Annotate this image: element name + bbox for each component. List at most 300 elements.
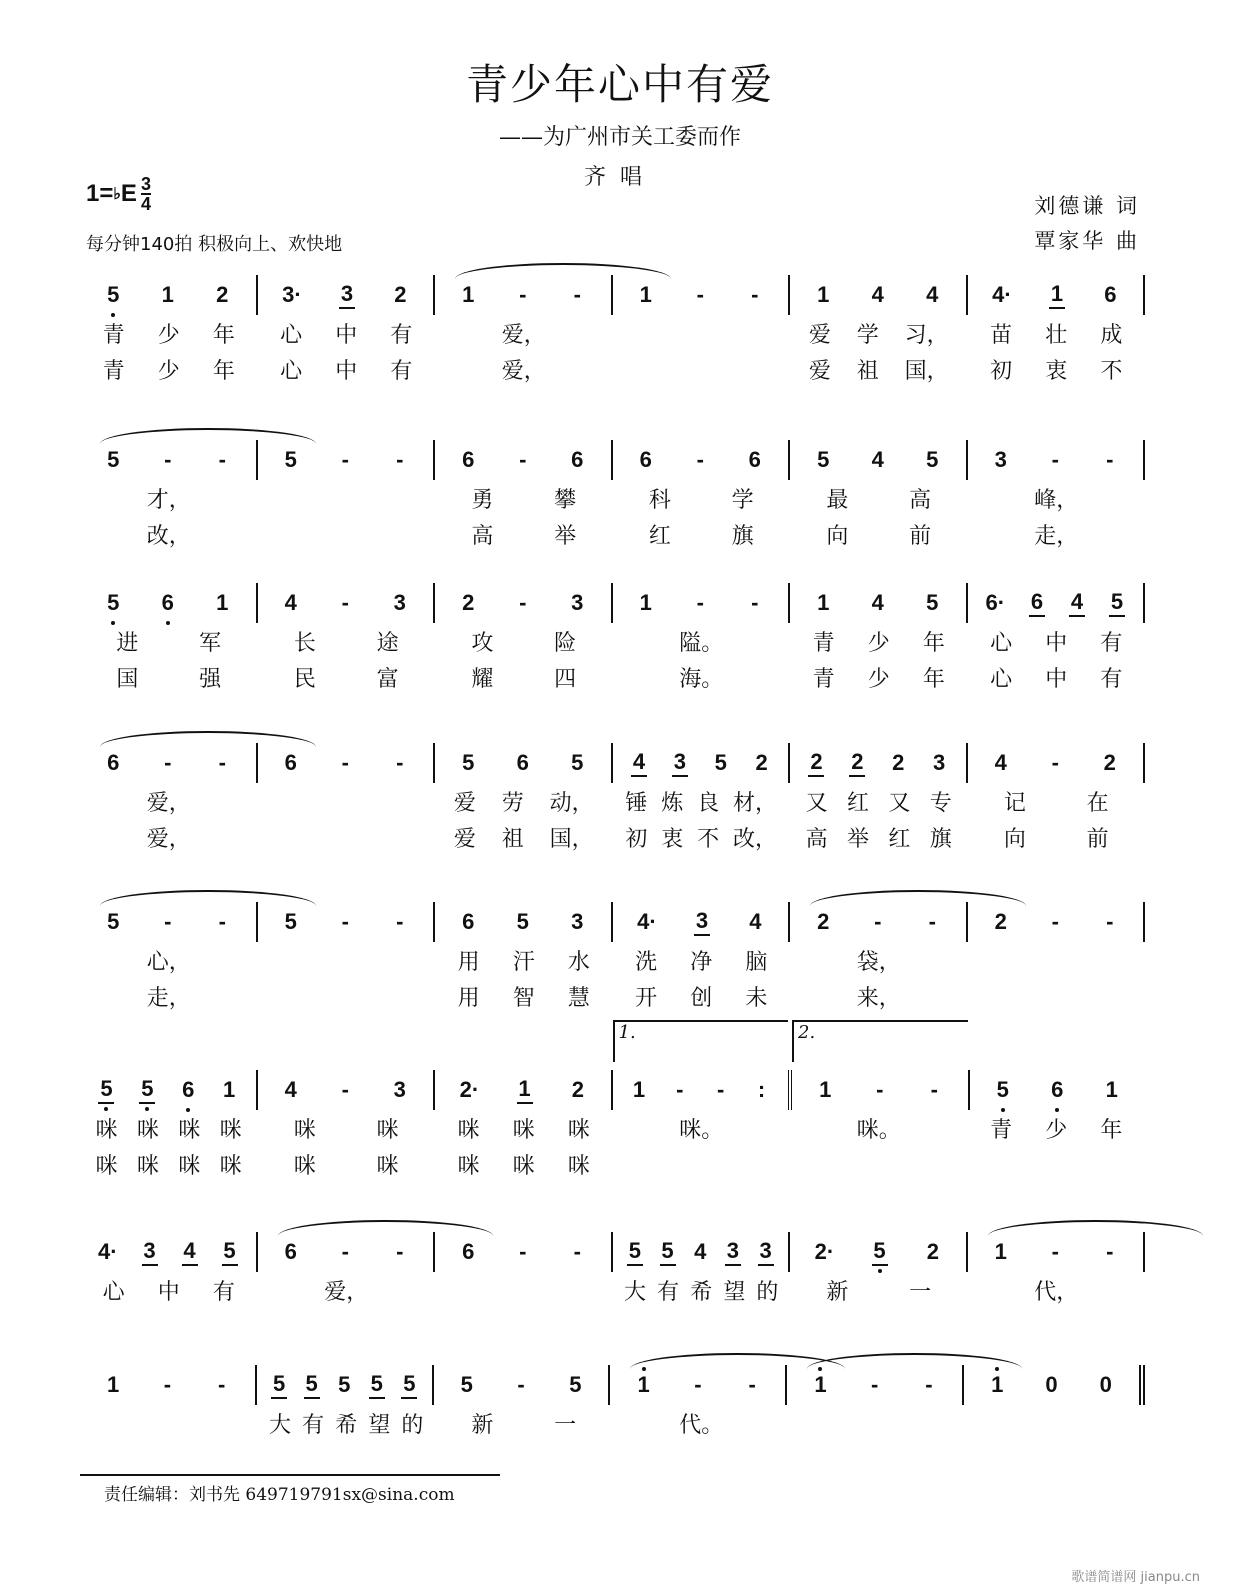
lyric-cell xyxy=(790,1113,968,1144)
lyric-syllable: 红 xyxy=(648,523,671,549)
note: 3 xyxy=(571,590,584,615)
note: 5 xyxy=(926,447,939,472)
lyrics-verse-1 xyxy=(80,942,1145,978)
note: 4 xyxy=(284,590,297,615)
measure xyxy=(80,1365,257,1405)
lyric-syllable: 心 xyxy=(990,666,1013,692)
measure xyxy=(968,275,1146,315)
lyrics-verse-2 xyxy=(80,516,1145,552)
lyric-syllable: 走， xyxy=(146,985,191,1011)
note: 4 xyxy=(871,590,884,615)
note: 5 xyxy=(304,1371,320,1399)
measure xyxy=(968,440,1146,480)
lyric-cell xyxy=(968,519,1146,550)
measure xyxy=(80,440,258,480)
note: - xyxy=(1106,909,1114,934)
note: 0 xyxy=(1099,1372,1112,1397)
lyric-cell xyxy=(968,318,1146,349)
note: 2 xyxy=(394,282,407,307)
note: - xyxy=(341,447,349,472)
lyric-cell xyxy=(435,519,613,550)
note: 1 xyxy=(107,1372,120,1397)
lyric-syllable: 攀 xyxy=(554,487,577,513)
tempo-marking: 每分钟140拍 积极向上、欢快地 xyxy=(86,234,343,255)
lyric-cell xyxy=(968,1275,1146,1306)
note: - xyxy=(1051,909,1059,934)
lyric-syllable: 海。 xyxy=(679,666,724,692)
note: - xyxy=(696,282,704,307)
note: 6 xyxy=(748,447,761,472)
note: - xyxy=(163,1372,172,1397)
lyric-cell xyxy=(80,519,258,550)
lyric-cell xyxy=(435,1149,613,1180)
note: 1 xyxy=(819,1077,832,1102)
lyric-cell xyxy=(258,662,436,693)
lyric-syllable: 爱， xyxy=(501,322,546,348)
lyric-cell xyxy=(968,483,1146,514)
lyric-syllable: 红 xyxy=(847,790,870,816)
note: - xyxy=(694,1372,702,1397)
note: 4· xyxy=(97,1239,118,1264)
note: 1 xyxy=(639,282,652,307)
lyric-cell xyxy=(435,354,613,385)
lyric-syllable: 咪 xyxy=(293,1153,316,1179)
lyric-cell xyxy=(790,822,968,853)
lyric-cell xyxy=(435,786,613,817)
lyric-syllable: 咪 xyxy=(457,1153,480,1179)
lyric-syllable: 来， xyxy=(856,985,901,1011)
note: - xyxy=(218,909,226,934)
lyric-cell xyxy=(968,1113,1146,1144)
note: 2 xyxy=(755,750,768,775)
watermark: 歌谱简谱网 jianpu.cn xyxy=(1071,1570,1200,1585)
note: 6 xyxy=(639,447,652,472)
lyric-syllable: 咪 xyxy=(137,1153,160,1179)
lyric-syllable: 攻 xyxy=(471,630,494,656)
notes-row xyxy=(80,1365,1145,1405)
note: 5 xyxy=(462,750,475,775)
lyric-syllable: 咪 xyxy=(567,1153,590,1179)
lyric-syllable: 记 xyxy=(1003,790,1026,816)
lyric-syllable: 年 xyxy=(922,630,945,656)
note: 5 xyxy=(571,750,584,775)
note: 6 xyxy=(462,909,475,934)
note: 4 xyxy=(182,1238,198,1266)
note: 5 xyxy=(1109,589,1125,617)
measure xyxy=(613,275,791,315)
note: 3 xyxy=(672,749,688,777)
lyric-cell xyxy=(968,626,1146,657)
note: - xyxy=(751,590,759,615)
lyric-cell xyxy=(80,1149,258,1180)
measure xyxy=(80,275,258,315)
lyric-syllable: 心 xyxy=(102,1279,125,1305)
lyrics-verse-2 xyxy=(80,1146,1145,1182)
note: - xyxy=(925,1372,933,1397)
lyric-syllable: 水 xyxy=(567,949,590,975)
lyrics-verse-2 xyxy=(80,978,1145,1014)
lyric-syllable: 勇 xyxy=(471,487,494,513)
lyric-cell xyxy=(258,354,436,385)
note: 2 xyxy=(892,750,905,775)
note: 5 xyxy=(107,590,120,615)
note: 1 xyxy=(462,282,475,307)
lyric-syllable: 年 xyxy=(212,358,235,384)
lyric-syllable: 中 xyxy=(335,358,358,384)
measure xyxy=(258,1070,436,1110)
lyric-syllable: 一 xyxy=(909,1279,932,1305)
lyric-syllable: 有 xyxy=(657,1279,680,1305)
measure xyxy=(258,743,436,783)
note: 5 xyxy=(98,1076,114,1104)
note: 6 xyxy=(1051,1077,1064,1102)
lyric-syllable: 脑 xyxy=(745,949,768,975)
lyric-syllable: 爱， xyxy=(324,1279,369,1305)
note: 4· xyxy=(992,282,1012,307)
lyric-syllable: 咪 xyxy=(178,1153,201,1179)
lyric-syllable: 代， xyxy=(1034,1279,1079,1305)
key-note: E xyxy=(120,180,137,207)
note: - xyxy=(696,447,704,472)
lyric-cell xyxy=(613,1275,791,1306)
lyric-cell xyxy=(258,1275,436,1306)
staff-system xyxy=(80,1365,1145,1477)
lyric-syllable: 爱 xyxy=(808,322,831,348)
lyric-syllable: 心 xyxy=(990,630,1013,656)
lyric-syllable: 一 xyxy=(554,1412,577,1438)
lyric-syllable: 代。 xyxy=(679,1412,724,1438)
lyric-cell xyxy=(790,1275,968,1306)
lyric-cell xyxy=(613,483,791,514)
lyric-syllable: 未 xyxy=(745,985,768,1011)
note: 2 xyxy=(462,590,475,615)
note: - xyxy=(396,447,404,472)
lyric-syllable: 咪。 xyxy=(856,1117,901,1143)
lyric-syllable: 四 xyxy=(554,666,577,692)
lyric-syllable: 大 xyxy=(624,1279,647,1305)
lyric-cell xyxy=(80,1113,258,1144)
lyric-syllable: 中 xyxy=(157,1279,180,1305)
lyrics-verse-1 xyxy=(80,1110,1145,1146)
lyric-syllable: 不 xyxy=(1100,358,1123,384)
note: 2 xyxy=(994,909,1007,934)
lyric-syllable: 爱 xyxy=(453,790,476,816)
note: 1 xyxy=(639,590,652,615)
lyric-syllable: 中 xyxy=(1045,666,1068,692)
key-prefix: 1= xyxy=(86,180,114,207)
note: 1 xyxy=(991,1372,1004,1397)
lyric-syllable: 锤 xyxy=(625,790,648,816)
lyric-cell xyxy=(435,662,613,693)
measure xyxy=(968,1232,1146,1272)
lyric-syllable: 青 xyxy=(102,322,125,348)
lyric-syllable: 途 xyxy=(376,630,399,656)
measure xyxy=(610,1365,787,1405)
lyric-syllable: 祖 xyxy=(856,358,879,384)
note: - xyxy=(928,909,936,934)
note: 3· xyxy=(282,282,302,307)
note: 5 xyxy=(872,1238,888,1266)
measure xyxy=(435,1232,613,1272)
note: 4 xyxy=(749,909,762,934)
measure xyxy=(790,902,968,942)
lyric-cell xyxy=(968,822,1146,853)
lyric-syllable: 举 xyxy=(847,826,870,852)
lyric-syllable: 衷 xyxy=(661,826,684,852)
lyric-syllable: 旗 xyxy=(929,826,952,852)
note: 6 xyxy=(161,590,174,615)
lyric-cell xyxy=(435,1408,613,1439)
note: - xyxy=(341,1077,349,1102)
lyric-syllable: 良 xyxy=(697,790,720,816)
measure xyxy=(790,1232,968,1272)
lyric-syllable: 的 xyxy=(756,1279,779,1305)
note: 2 xyxy=(808,749,824,777)
measure xyxy=(790,440,968,480)
measure xyxy=(435,583,613,623)
note: 1 xyxy=(1105,1077,1118,1102)
lyric-syllable: 爱， xyxy=(146,826,191,852)
measure xyxy=(790,583,968,623)
lyric-syllable: 用 xyxy=(457,949,480,975)
note: 5 xyxy=(338,1372,351,1397)
lyric-cell xyxy=(790,981,968,1012)
lyrics-verse-1 xyxy=(80,783,1145,819)
lyric-cell xyxy=(435,626,613,657)
lyrics-verse-2 xyxy=(80,1308,1145,1344)
note: 6 xyxy=(1104,282,1117,307)
lyric-syllable: 咪 xyxy=(457,1117,480,1143)
lyric-cell xyxy=(790,483,968,514)
lyric-syllable: 国 xyxy=(116,666,139,692)
lyric-cell xyxy=(80,626,258,657)
lyric-syllable: 改， xyxy=(146,523,191,549)
lyric-syllable: 咪 xyxy=(567,1117,590,1143)
lyric-syllable: 隘。 xyxy=(679,630,724,656)
note: 5 xyxy=(926,590,939,615)
measure xyxy=(80,583,258,623)
lyric-syllable: 炼 xyxy=(661,790,684,816)
lyric-syllable: 科 xyxy=(648,487,671,513)
notes-row xyxy=(80,275,1145,315)
note: - xyxy=(519,447,527,472)
note: 2 xyxy=(1103,750,1116,775)
note: 4 xyxy=(871,282,884,307)
lyric-cell xyxy=(435,483,613,514)
lyric-cell xyxy=(613,786,791,817)
note: 5 xyxy=(660,1238,676,1266)
measure xyxy=(258,440,436,480)
lyric-syllable: 汗 xyxy=(512,949,535,975)
staff-system xyxy=(80,275,1145,387)
lyric-cell xyxy=(258,318,436,349)
lyric-syllable: 望 xyxy=(368,1412,391,1438)
note: 1 xyxy=(994,1239,1007,1264)
note: - xyxy=(218,750,226,775)
note: 1 xyxy=(517,1076,533,1104)
lyric-syllable: 慧 xyxy=(567,985,590,1011)
lyricist-credit: 刘德谦 词 xyxy=(1034,194,1140,218)
lyric-syllable: 前 xyxy=(1086,826,1109,852)
lyric-syllable: 又 xyxy=(805,790,828,816)
lyric-syllable: 长 xyxy=(293,630,316,656)
note: 1 xyxy=(814,1372,827,1397)
note: 4 xyxy=(284,1077,297,1102)
measure xyxy=(257,1365,434,1405)
lyric-syllable: 咪 xyxy=(512,1117,535,1143)
lyric-syllable: 心， xyxy=(146,949,191,975)
lyric-syllable: 智 xyxy=(512,985,535,1011)
subtitle: ——为广州市关工委而作 xyxy=(498,125,741,150)
lyric-syllable: 材， xyxy=(733,790,778,816)
notes-row xyxy=(80,743,1145,783)
lyric-syllable: 少 xyxy=(157,358,180,384)
lyric-syllable: 咪 xyxy=(376,1153,399,1179)
lyric-syllable: 不 xyxy=(697,826,720,852)
note: - xyxy=(1051,447,1059,472)
note: - xyxy=(717,1077,725,1102)
note: - xyxy=(218,447,226,472)
note: 6 xyxy=(516,750,529,775)
volta-bracket: 1. xyxy=(613,1020,789,1062)
lyric-syllable: 国， xyxy=(904,358,949,384)
lyric-syllable: 在 xyxy=(1086,790,1109,816)
note: - xyxy=(930,1077,938,1102)
note: 3 xyxy=(142,1238,158,1266)
lyric-cell xyxy=(80,662,258,693)
lyric-syllable: 希 xyxy=(335,1412,358,1438)
lyric-syllable: 的 xyxy=(401,1412,424,1438)
flat-sign: ♭ xyxy=(113,186,121,203)
note: 4 xyxy=(1069,589,1085,617)
lyric-syllable: 爱， xyxy=(146,790,191,816)
measure xyxy=(435,743,613,783)
note: 2· xyxy=(459,1077,480,1102)
lyric-syllable: 动， xyxy=(549,790,594,816)
note: 5 xyxy=(569,1372,582,1397)
editor-footer: 责任编辑：刘书先 649719791sx@sina.com xyxy=(104,1485,455,1505)
lyric-syllable: 初 xyxy=(625,826,648,852)
lyrics-verse-2 xyxy=(80,351,1145,387)
note: 1 xyxy=(632,1077,646,1102)
notes-row xyxy=(80,902,1145,942)
staff-system xyxy=(80,1232,1145,1344)
lyric-syllable: 青 xyxy=(102,358,125,384)
note: 5 xyxy=(284,909,297,934)
note: - xyxy=(1051,1239,1059,1264)
lyric-cell xyxy=(968,662,1146,693)
note: - xyxy=(396,909,404,934)
lyric-syllable: 有 xyxy=(302,1412,325,1438)
measure xyxy=(435,902,613,942)
lyric-cell xyxy=(80,354,258,385)
note: - xyxy=(164,750,172,775)
lyric-syllable: 咪 xyxy=(137,1117,160,1143)
note: 2· xyxy=(814,1239,835,1264)
note: 1 xyxy=(222,1077,236,1102)
measure xyxy=(435,1070,613,1110)
lyric-syllable: 用 xyxy=(457,985,480,1011)
lyrics-verse-1 xyxy=(80,1405,1145,1441)
note: - xyxy=(341,1239,349,1264)
note: - xyxy=(871,1372,879,1397)
lyric-cell xyxy=(258,1408,436,1439)
measure xyxy=(435,275,613,315)
note: 5 xyxy=(714,750,727,775)
lyric-syllable: 袋， xyxy=(856,949,901,975)
lyric-syllable: 前 xyxy=(909,523,932,549)
note: - xyxy=(517,1372,525,1397)
note: 6 xyxy=(571,447,584,472)
measure xyxy=(964,1365,1145,1405)
note: 5 xyxy=(139,1076,155,1104)
note: 1 xyxy=(216,590,229,615)
note: 6 xyxy=(182,1077,195,1102)
note: 3 xyxy=(571,909,584,934)
lyric-syllable: 有 xyxy=(1100,666,1123,692)
note: 1 xyxy=(817,282,830,307)
note: 6 xyxy=(462,447,475,472)
time-signature xyxy=(141,175,151,213)
lyric-syllable: 险 xyxy=(554,630,577,656)
note: 2 xyxy=(571,1077,584,1102)
note: : xyxy=(757,1077,766,1102)
note: 6· xyxy=(985,590,1006,615)
note: - xyxy=(676,1077,684,1102)
lyric-syllable: 心 xyxy=(280,358,303,384)
staff-system xyxy=(80,440,1145,552)
note: - xyxy=(1106,1239,1114,1264)
measure xyxy=(968,902,1146,942)
note: 3 xyxy=(932,750,946,775)
note: 4 xyxy=(926,282,939,307)
lyric-syllable: 咪 xyxy=(95,1153,118,1179)
note: 5 xyxy=(284,447,297,472)
lyric-syllable: 创 xyxy=(690,985,713,1011)
lyric-syllable: 希 xyxy=(690,1279,713,1305)
lyric-cell xyxy=(258,1149,436,1180)
time-top: 3 xyxy=(140,174,151,194)
lyric-syllable: 爱， xyxy=(501,358,546,384)
measure xyxy=(434,1365,611,1405)
staff-system xyxy=(80,1022,1145,1182)
lyric-syllable: 才， xyxy=(146,487,191,513)
lyric-syllable: 有 xyxy=(390,322,413,348)
measure xyxy=(80,1070,258,1110)
note: 5 xyxy=(222,1238,238,1266)
composer-credit: 覃家华 曲 xyxy=(1034,229,1140,253)
lyric-cell xyxy=(790,354,968,385)
measure xyxy=(80,902,258,942)
note: - xyxy=(1106,447,1114,472)
note: - xyxy=(1051,750,1059,775)
lyric-syllable: 咪 xyxy=(219,1117,242,1143)
lyric-syllable: 学 xyxy=(856,322,879,348)
lyric-syllable: 咪 xyxy=(376,1117,399,1143)
note: 5 xyxy=(369,1371,385,1399)
lyric-syllable: 初 xyxy=(990,358,1013,384)
note: 5 xyxy=(401,1371,417,1399)
lyric-syllable: 咪 xyxy=(219,1153,242,1179)
measure xyxy=(613,1022,793,1110)
lyric-syllable: 年 xyxy=(922,666,945,692)
note: 4 xyxy=(994,750,1007,775)
measure xyxy=(613,902,791,942)
performance-mode: 齐唱 xyxy=(583,165,656,190)
lyric-syllable: 爱 xyxy=(808,358,831,384)
note: 2 xyxy=(849,749,865,777)
lyric-syllable: 进 xyxy=(116,630,139,656)
